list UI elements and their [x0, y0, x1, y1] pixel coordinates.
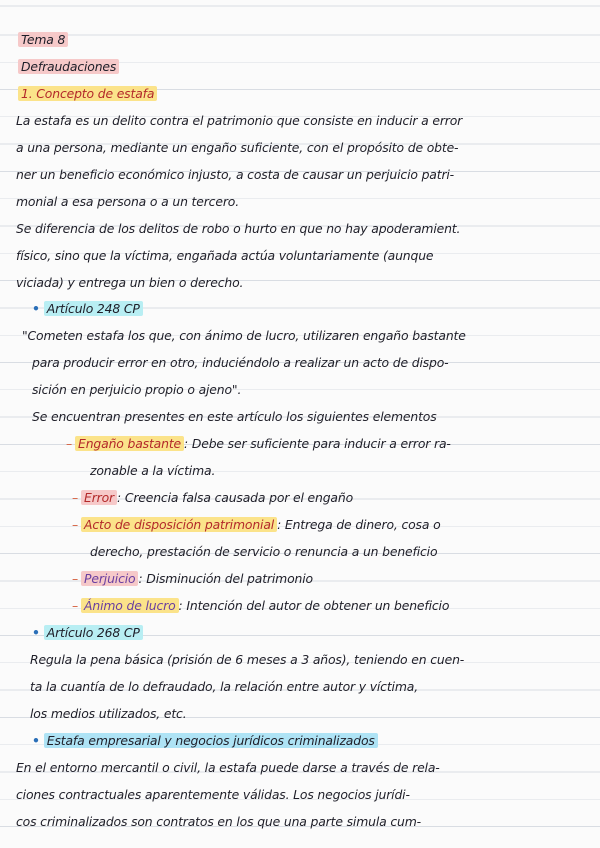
intro-line-1: La estafa es un delito contra el patrimonio que consiste en inducir a error — [16, 113, 463, 128]
empresarial-line-3: cos criminalizados son contratos en los que una parte simula cum- — [16, 814, 421, 829]
element-engano: – Engaño bastante : Debe ser suficiente para inducir a error ra- — [66, 436, 451, 451]
intro-line-6: físico, sino que la víctima, engañada actúa voluntariamente (aunque — [16, 248, 434, 263]
quote-line-2: para producir error en otro, induciéndolo a realizar un acto de dispo- — [32, 355, 449, 370]
element-animo-lucro: – Ánimo de lucro : Intención del autor de obtener un beneficio — [72, 598, 450, 613]
empresarial-line-1: En el entorno mercantil o civil, la estafa puede darse a través de rela- — [16, 760, 440, 775]
intro-line-7: viciada) y entrega un bien o derecho. — [16, 275, 244, 290]
section-heading-concepto: 1. Concepto de estafa — [18, 85, 600, 103]
dash-icon: – — [66, 436, 73, 451]
bullet-icon: • — [32, 625, 40, 640]
page-title: Defraudaciones — [18, 58, 600, 76]
dash-icon: – — [72, 598, 79, 613]
quote-line-3: sición en perjuicio propio o ajeno". — [32, 382, 242, 397]
empresarial-line-2: ciones contractuales aparentemente válidas. Los negocios jurídi- — [16, 787, 410, 802]
art268-line-1: Regula la pena básica (prisión de 6 meses a 3 años), teniendo en cuen- — [30, 652, 465, 667]
subheading-art268: • Artículo 268 CP — [32, 624, 600, 642]
intro-line-5: Se diferencia de los delitos de robo o hurto en que no hay apoderamient. — [16, 221, 461, 236]
intro-line-3: ner un beneficio económico injusto, a costa de causar un perjuicio patri- — [16, 167, 455, 182]
art268-line-3: los medios utilizados, etc. — [30, 706, 187, 721]
element-perjuicio: – Perjuicio : Disminución del patrimonio — [72, 571, 313, 586]
intro-line-2: a una persona, mediante un engaño suficiente, con el propósito de obte- — [16, 140, 459, 155]
tema-heading: Tema 8 — [18, 31, 600, 49]
element-acto-disposicion: – Acto de disposición patrimonial : Entrega de dinero, cosa o — [72, 517, 441, 532]
elements-intro: Se encuentran presentes en este artículo los siguientes elementos — [32, 409, 437, 424]
element-engano-cont: zonable a la víctima. — [90, 463, 216, 478]
element-acto-disposicion-cont: derecho, prestación de servicio o renuncia a un beneficio — [90, 544, 438, 559]
dash-icon: – — [72, 517, 79, 532]
bullet-icon: • — [32, 733, 40, 748]
bullet-icon: • — [32, 301, 40, 316]
dash-icon: – — [72, 571, 79, 586]
subheading-art248: • Artículo 248 CP — [32, 300, 600, 318]
intro-line-4: monial a esa persona o a un tercero. — [16, 194, 239, 209]
art268-line-2: ta la cuantía de lo defraudado, la relación entre autor y víctima, — [30, 679, 418, 694]
dash-icon: – — [72, 490, 79, 505]
quote-line-1: "Cometen estafa los que, con ánimo de lucro, utilizaren engaño bastante — [22, 328, 466, 343]
element-error: – Error : Creencia falsa causada por el engaño — [72, 490, 353, 505]
subheading-estafa-empresarial: • Estafa empresarial y negocios jurídicos criminalizados — [32, 732, 600, 750]
